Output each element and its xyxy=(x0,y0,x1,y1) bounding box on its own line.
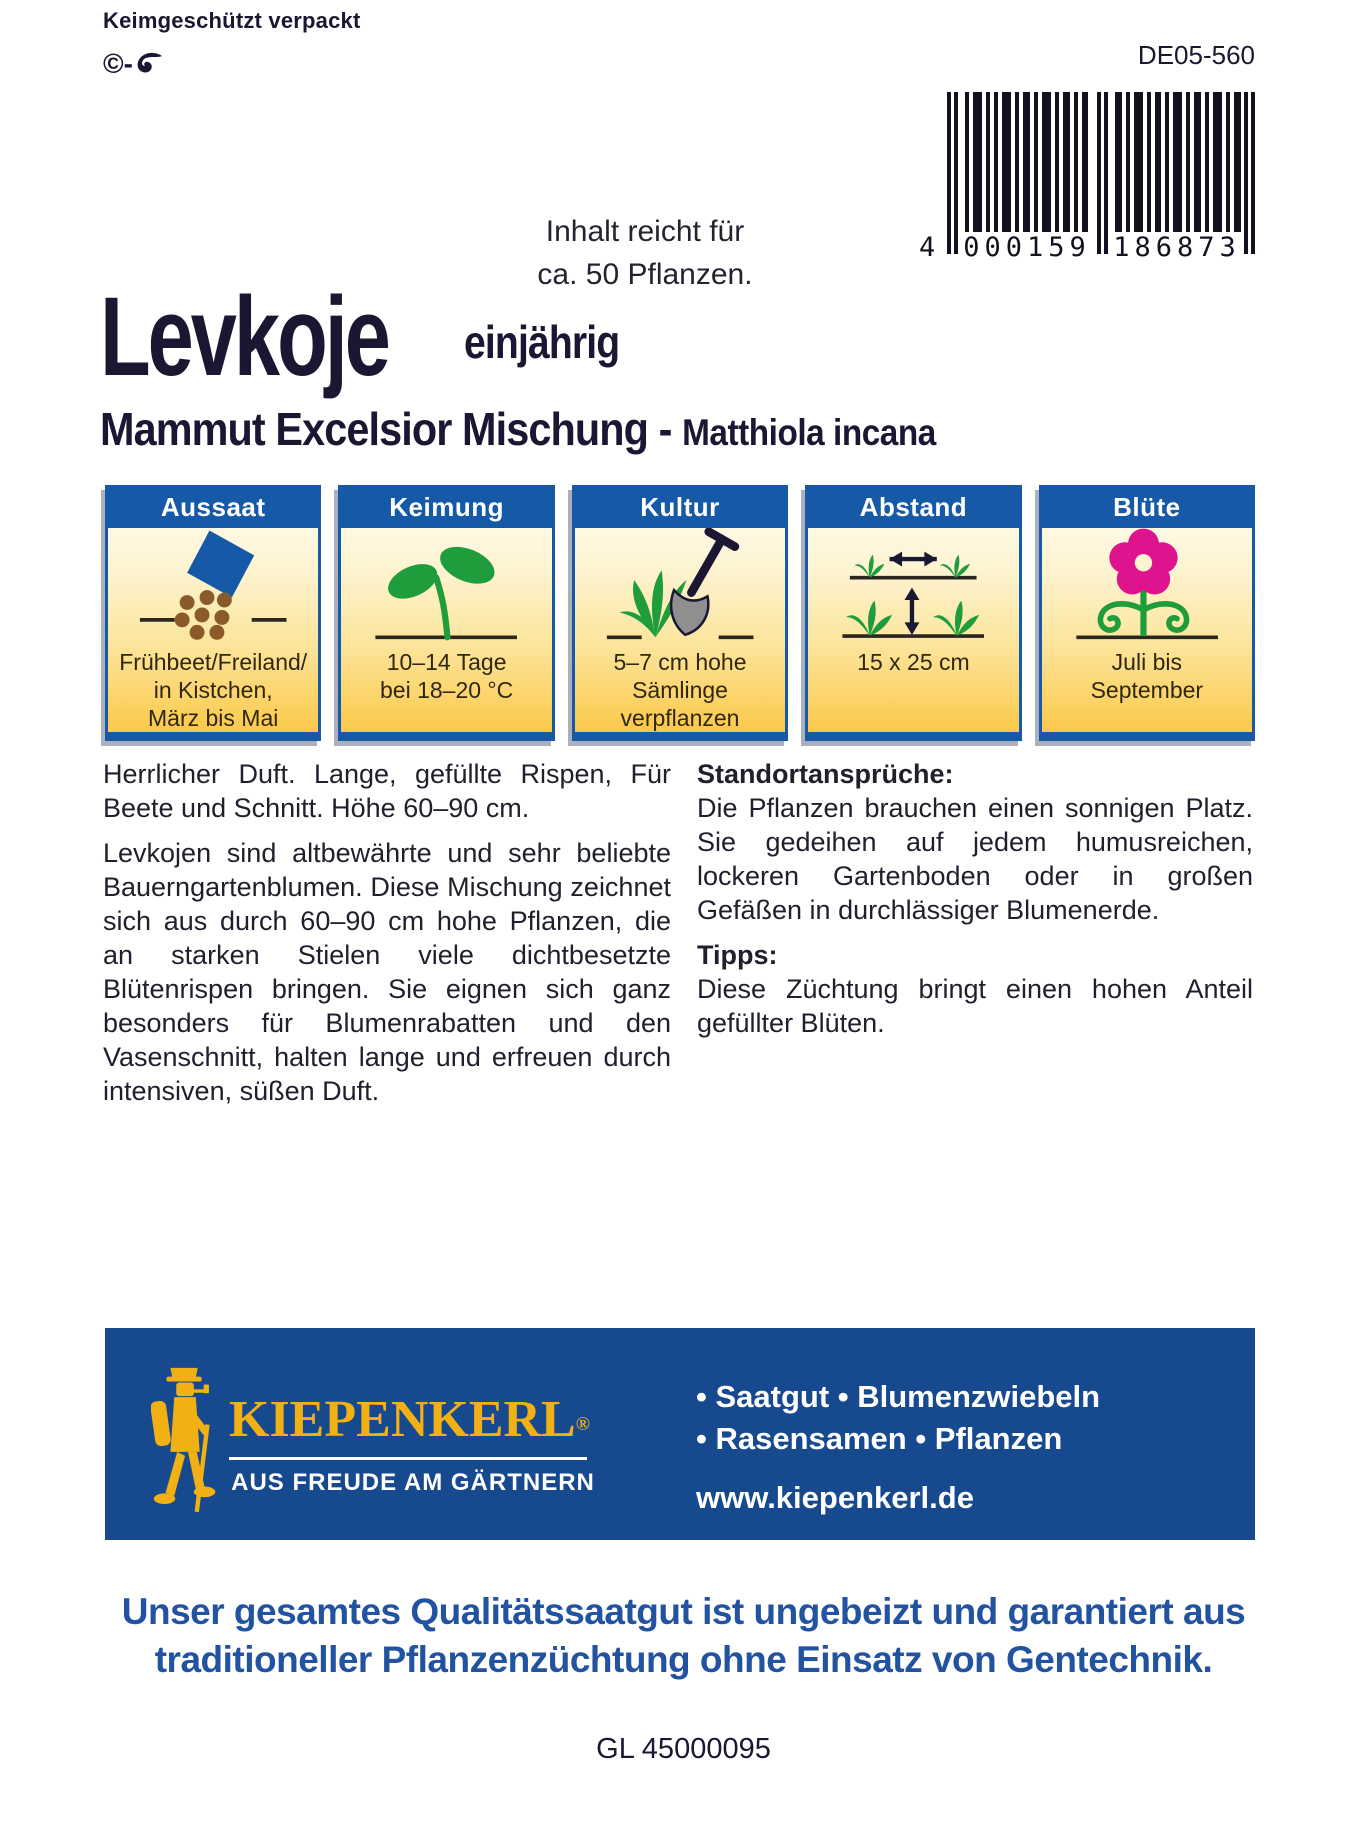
product-categories xyxy=(696,1376,1100,1460)
info-box-text-line: 5–7 cm hohe xyxy=(613,649,747,675)
brand-name xyxy=(229,1390,597,1449)
barcode-digits-right: 186873 xyxy=(1113,232,1241,263)
subtitle-row xyxy=(100,402,936,456)
info-box-text-line: Sämlinge xyxy=(632,677,728,703)
plant-spacing-icon xyxy=(808,528,1018,646)
brand-divider xyxy=(229,1457,587,1460)
info-box-text-line: bei 18–20 °C xyxy=(379,677,514,703)
title-qualifier: einjährig xyxy=(463,316,619,368)
info-box-aussaat xyxy=(105,485,321,741)
brand-wordmark: KIEPENKERL xyxy=(229,1391,576,1448)
product-categories-line1: • Saatgut • Blumenzwiebeln xyxy=(696,1379,1101,1414)
product-code: DE05-560 xyxy=(1137,40,1255,70)
info-box-bluete xyxy=(1039,485,1255,741)
info-box-header: Blüte xyxy=(1042,488,1252,528)
description-right-column xyxy=(697,757,1253,1051)
brand-block xyxy=(229,1390,597,1497)
recycling-swirl-icon xyxy=(135,49,165,80)
info-box-text xyxy=(808,646,1018,732)
flower-icon xyxy=(1042,528,1252,646)
info-box-text-line: Juli bis xyxy=(1111,649,1182,675)
info-box-text xyxy=(1042,646,1252,732)
quality-note-line1: Unser gesamtes Qualitätssaatgut ist ungebeizt und garantiert aus xyxy=(121,1591,1246,1632)
copyright-recycle-mark xyxy=(103,48,165,80)
info-box-text-line: September xyxy=(1090,677,1204,703)
seedling-icon xyxy=(341,528,551,646)
seed-packet-icon xyxy=(108,528,318,646)
info-box-text-line: 15 x 25 cm xyxy=(857,649,970,675)
info-box-text-line: Frühbeet/Freiland/ xyxy=(119,649,308,675)
info-box-text-line: in Kistchen, xyxy=(153,677,273,703)
info-box-kultur xyxy=(572,485,788,741)
info-box-header: Abstand xyxy=(808,488,1018,528)
ean-barcode xyxy=(919,92,1255,268)
variety-name: Mammut Excelsior Mischung - xyxy=(100,403,683,455)
info-box-text xyxy=(108,646,318,732)
info-box-header: Kultur xyxy=(575,488,785,528)
quality-guarantee-note xyxy=(0,1588,1367,1684)
site-requirements-heading: Standortansprüche: xyxy=(697,759,954,789)
tips-heading: Tipps: xyxy=(697,940,778,970)
tips-text: Diese Züchtung bringt einen hohen Anteil gefüllter Blüten. xyxy=(697,974,1253,1038)
page-title: Levkoje xyxy=(100,274,388,399)
barcode-digit-prefix: 4 xyxy=(919,232,936,263)
content-note-line1: Inhalt reicht für xyxy=(545,215,745,248)
info-box-header: Keimung xyxy=(341,488,551,528)
registered-trademark-symbol: ® xyxy=(575,1414,590,1435)
botanical-name: Matthiola incana xyxy=(682,412,936,453)
info-box-text-line: 10–14 Tage xyxy=(386,649,507,675)
info-box-row xyxy=(105,485,1255,741)
brand-footer-band xyxy=(105,1328,1255,1540)
description-main: Levkojen sind altbewährte und sehr beliebte Bauerngartenblumen. Diese Mischung zeichnet sich aus durch 60–90 cm hohe Pflanzen, die an starken Stielen viele dichtbesetzte Blütenrispen bringen. Sie eignen sich ganz besonders für Blumenrabatten und den Vasenschnitt, halten lange und erfreuen durch intensiven, süßen Duft. xyxy=(103,838,671,1106)
website-link: www.kiepenkerl.de xyxy=(696,1480,974,1515)
germ-protection-note: Keimgeschützt verpackt xyxy=(103,8,361,33)
quality-note-line2: traditioneller Pflanzenzüchtung ohne Einsatz von Gentechnik. xyxy=(154,1639,1213,1680)
description-left-column xyxy=(103,757,671,1119)
product-categories-line2: • Rasensamen • Pflanzen xyxy=(696,1421,1063,1456)
brand-tagline: AUS FREUDE AM GÄRTNERN xyxy=(231,1469,595,1496)
info-box-text xyxy=(575,646,785,732)
title-row xyxy=(100,274,646,408)
info-box-text xyxy=(341,646,551,732)
info-box-keimung xyxy=(338,485,554,741)
barcode-digits xyxy=(919,232,1255,264)
info-box-text-line: März bis Mai xyxy=(148,705,279,731)
plant-shovel-icon xyxy=(575,528,785,646)
kiepenkerl-man-icon xyxy=(151,1362,223,1528)
site-requirements-text: Die Pflanzen brauchen einen sonnigen Platz. Sie gedeihen auf jedem humusreichen, lockeren Gartenboden oder in großen Gefäßen in durchlässiger Blumenerde. xyxy=(697,793,1253,925)
copyright-symbol: ©- xyxy=(103,48,133,79)
info-box-abstand xyxy=(805,485,1021,741)
barcode-digits-left: 000159 xyxy=(963,232,1091,263)
batch-code: GL 45000095 xyxy=(596,1733,771,1765)
content-note-line2: ca. 50 Pflanzen. xyxy=(537,258,753,291)
info-box-header: Aussaat xyxy=(108,488,318,528)
info-box-text-line: verpflanzen xyxy=(620,705,740,731)
description-intro: Herrlicher Duft. Lange, gefüllte Rispen, Für Beete und Schnitt. Höhe 60–90 cm. xyxy=(103,759,671,823)
